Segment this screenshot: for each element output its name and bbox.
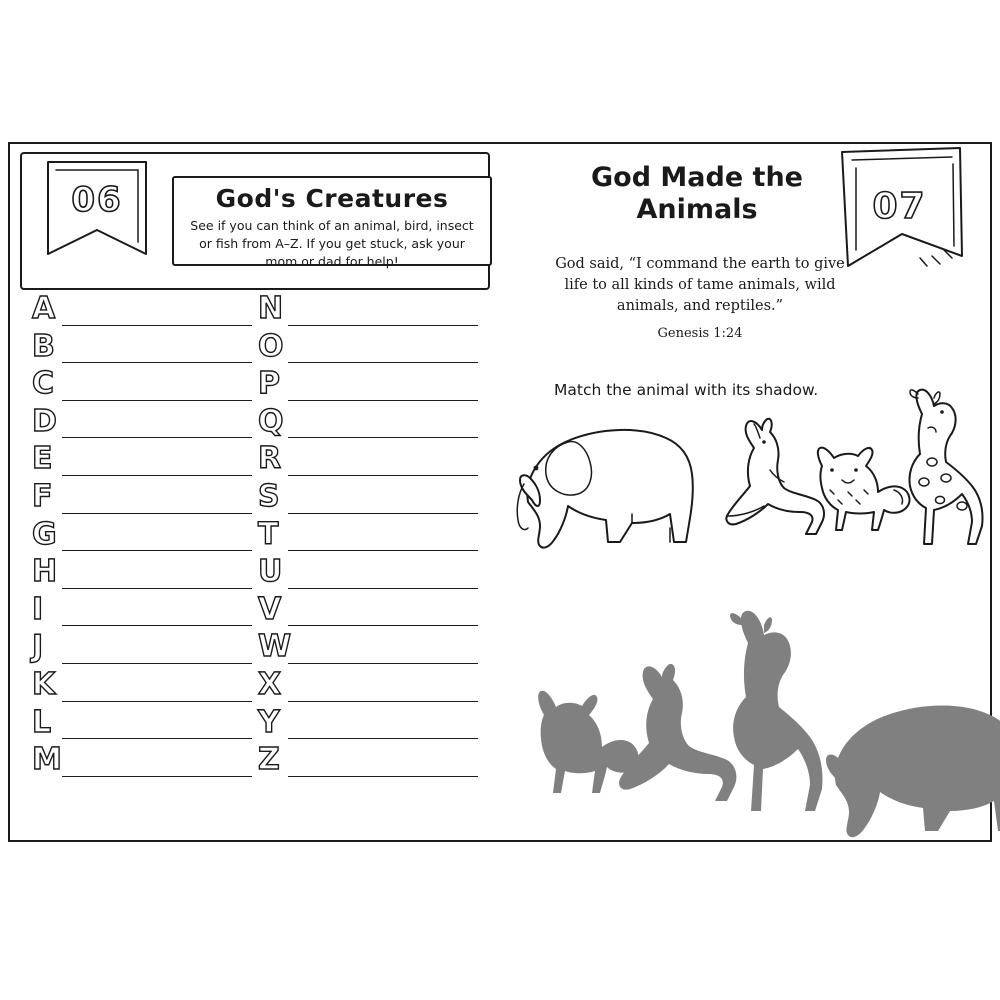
giraffe-outline-icon (909, 390, 982, 544)
alphabet-letter: I (32, 591, 44, 627)
alphabet-letter: B (32, 328, 55, 364)
write-in-line[interactable] (288, 475, 478, 476)
badge-ribbon-06 (42, 158, 152, 283)
kangaroo-outline-icon (726, 419, 824, 534)
alphabet-letter: J (32, 629, 44, 665)
write-in-line[interactable] (288, 400, 478, 401)
write-in-line[interactable] (288, 437, 478, 438)
right-page (502, 144, 994, 840)
elephant-shadow-icon (826, 705, 1000, 837)
giraffe-shadow-icon (730, 611, 823, 811)
write-in-line[interactable] (288, 550, 478, 551)
alphabet-letter: A (32, 291, 56, 326)
alphabet-letter: N (258, 291, 284, 326)
page-title: God's Creatures (215, 184, 449, 213)
alphabet-letter: S (258, 478, 280, 514)
fox-outline-icon (818, 448, 910, 530)
alphabet-letter: F (32, 478, 53, 514)
write-in-line[interactable] (62, 400, 252, 401)
alphabet-letter: P (258, 366, 280, 402)
alphabet-letter: Q (258, 403, 284, 439)
page-title: God Made the Animals (590, 162, 803, 225)
write-in-line[interactable] (288, 325, 478, 326)
outline-animals-group (510, 382, 994, 592)
write-in-line[interactable] (288, 776, 478, 777)
write-in-line[interactable] (62, 588, 252, 589)
alphabet-letter: C (32, 366, 55, 402)
alphabet-letter: T (258, 516, 279, 552)
alphabet-letter: K (32, 666, 56, 702)
write-in-line[interactable] (62, 738, 252, 739)
write-in-line[interactable] (62, 625, 252, 626)
alphabet-letter: L (32, 704, 52, 740)
write-in-line[interactable] (288, 625, 478, 626)
write-in-line[interactable] (288, 738, 478, 739)
worksheet-spread (8, 142, 992, 842)
verse-reference: Genesis 1:24 (657, 326, 743, 341)
alphabet-letter: Y (258, 704, 280, 740)
alphabet-letter: H (32, 554, 58, 590)
write-in-line[interactable] (288, 588, 478, 589)
bible-verse: God said, “I command the earth to give life to all kinds of tame animals, wild animals, and reptiles.” (555, 256, 845, 315)
kangaroo-shadow-icon (619, 664, 736, 801)
page-instruction: See if you can think of an animal, bird, insect or fish from A–Z. If you get stuck, ask your mom or dad for help! (190, 218, 474, 270)
left-title-box (172, 176, 492, 270)
alphabet-letter: D (32, 403, 57, 439)
write-in-line[interactable] (62, 776, 252, 777)
alphabet-letter: R (258, 441, 282, 477)
write-in-line[interactable] (288, 362, 478, 363)
write-in-line[interactable] (62, 513, 252, 514)
write-in-line[interactable] (62, 701, 252, 702)
alphabet-letter: X (258, 666, 282, 702)
write-in-line[interactable] (288, 513, 478, 514)
badge-number: 06 (71, 180, 123, 220)
alphabet-letter: Z (258, 742, 280, 778)
left-page (10, 144, 502, 840)
write-in-line[interactable] (62, 325, 252, 326)
alphabet-letter: O (258, 328, 284, 364)
write-in-line[interactable] (62, 550, 252, 551)
write-in-line[interactable] (62, 362, 252, 363)
elephant-outline-icon (517, 430, 693, 548)
write-in-line[interactable] (288, 663, 478, 664)
alphabet-letter: U (258, 554, 283, 590)
alphabet-letter: G (32, 516, 57, 552)
alphabet-letter: W (258, 629, 292, 665)
badge-ribbon-07 (832, 146, 967, 291)
shadow-animals-group (510, 599, 994, 824)
activity-instruction: Match the animal with its shadow. (554, 381, 819, 399)
write-in-line[interactable] (62, 475, 252, 476)
write-in-line[interactable] (62, 437, 252, 438)
alphabet-letter: M (32, 742, 62, 778)
alphabet-letter: V (258, 591, 282, 627)
write-in-line[interactable] (62, 663, 252, 664)
badge-number: 07 (872, 186, 927, 227)
write-in-line[interactable] (288, 701, 478, 702)
alphabet-letter: E (32, 441, 53, 477)
